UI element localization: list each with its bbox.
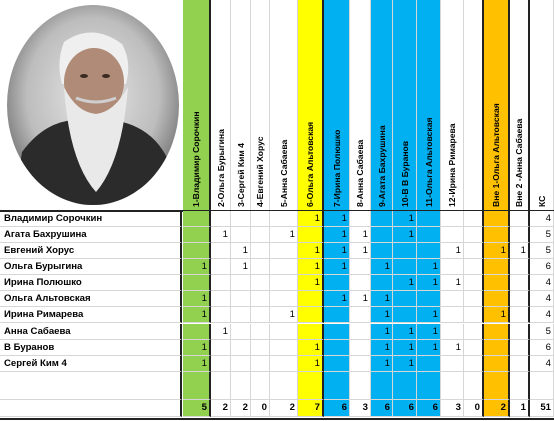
table-cell[interactable]: 6: [530, 259, 554, 275]
table-cell[interactable]: [484, 372, 510, 400]
total-cell[interactable]: 2: [211, 400, 231, 417]
table-cell[interactable]: 1: [183, 340, 211, 356]
table-cell[interactable]: [441, 372, 464, 400]
table-cell[interactable]: [510, 340, 530, 356]
table-cell[interactable]: [183, 275, 211, 291]
table-row: [0, 211, 554, 227]
table-cell[interactable]: [298, 227, 324, 243]
table-cell[interactable]: 1: [211, 324, 231, 340]
column-header-2[interactable]: [211, 0, 231, 211]
table-cell[interactable]: 1: [484, 307, 510, 323]
column-header-8[interactable]: [350, 0, 371, 211]
column-header-label: 7-Ирина Полюшко: [331, 129, 342, 207]
column-header-label: 4-Евгений Хорус: [255, 136, 265, 207]
table-cell[interactable]: 1: [441, 275, 464, 291]
table-cell[interactable]: [211, 259, 231, 275]
table-cell[interactable]: [350, 307, 371, 323]
table-cell[interactable]: [251, 275, 270, 291]
table-cell[interactable]: [510, 372, 530, 400]
table-cell[interactable]: [270, 211, 298, 227]
table-cell[interactable]: [464, 211, 484, 227]
total-cell[interactable]: 7: [298, 400, 324, 417]
table-cell[interactable]: [183, 211, 211, 227]
table-row: [0, 243, 554, 259]
table-cell[interactable]: [510, 324, 530, 340]
table-cell[interactable]: [464, 340, 484, 356]
total-cell[interactable]: 3: [350, 400, 371, 417]
table-cell[interactable]: [251, 307, 270, 323]
table-cell[interactable]: 4: [530, 275, 554, 291]
table-cell[interactable]: [441, 259, 464, 275]
total-cell[interactable]: 6: [324, 400, 350, 417]
table-cell[interactable]: 1: [298, 243, 324, 259]
total-cell[interactable]: 5: [183, 400, 211, 417]
table-cell[interactable]: [350, 356, 371, 372]
column-header-label: 11-Ольга Альтовская: [423, 117, 434, 207]
table-cell[interactable]: 1: [371, 340, 393, 356]
table-cell[interactable]: [324, 275, 350, 291]
table-cell[interactable]: 1: [211, 227, 231, 243]
table-cell[interactable]: [251, 243, 270, 259]
table-row: [0, 307, 554, 323]
table-cell[interactable]: [441, 356, 464, 372]
table-cell[interactable]: [484, 275, 510, 291]
table-cell[interactable]: [211, 356, 231, 372]
table-cell[interactable]: 4: [530, 211, 554, 227]
row-name[interactable]: Ирина Римарева: [0, 307, 182, 323]
table-cell[interactable]: [484, 340, 510, 356]
table-cell[interactable]: 1: [270, 227, 298, 243]
table-cell[interactable]: 1: [417, 340, 441, 356]
table-row: [0, 372, 554, 388]
table-cell[interactable]: [393, 243, 417, 259]
table-cell[interactable]: [251, 291, 270, 307]
table-cell[interactable]: [324, 307, 350, 323]
column-header-11[interactable]: [417, 0, 441, 211]
table-cell[interactable]: [371, 211, 393, 227]
table-cell[interactable]: [371, 372, 393, 400]
table-cell[interactable]: [211, 275, 231, 291]
table-cell[interactable]: [441, 227, 464, 243]
table-cell[interactable]: 4: [530, 356, 554, 372]
column-header-label: Вне 1-Ольга Альтовская: [491, 103, 501, 207]
table-cell[interactable]: [393, 307, 417, 323]
row-name[interactable]: Анна Сабаева: [0, 324, 182, 340]
row-name[interactable]: Евгений Хорус: [0, 243, 182, 259]
total-cell[interactable]: 6: [371, 400, 393, 417]
row-name[interactable]: Сергей Ким 4: [0, 356, 182, 372]
column-header-label: 10-В В Буранов: [399, 140, 410, 207]
column-header-label: 2-Ольга Бурыгина: [215, 129, 226, 207]
column-header-5[interactable]: [270, 0, 298, 211]
table-cell[interactable]: 1: [417, 259, 441, 275]
table-cell[interactable]: [417, 291, 441, 307]
table-cell[interactable]: [324, 324, 350, 340]
table-cell[interactable]: [371, 243, 393, 259]
table-cell[interactable]: [231, 227, 251, 243]
column-header-label: 3-Сергей Ким 4: [235, 143, 246, 207]
table-cell[interactable]: [251, 211, 270, 227]
column-header-13[interactable]: [464, 0, 484, 211]
table-cell[interactable]: 1: [417, 307, 441, 323]
table-cell[interactable]: 1: [324, 291, 350, 307]
column-header-9[interactable]: [371, 0, 393, 211]
table-cell[interactable]: [211, 372, 231, 400]
table-cell[interactable]: 1: [298, 275, 324, 291]
table-cell[interactable]: 1: [393, 275, 417, 291]
column-header-label: 8-Анна Сабаева: [355, 139, 365, 207]
table-cell[interactable]: [484, 211, 510, 227]
table-cell[interactable]: [417, 372, 441, 400]
table-cell[interactable]: 1: [298, 211, 324, 227]
table-cell[interactable]: [441, 211, 464, 227]
table-cell[interactable]: 1: [324, 211, 350, 227]
table-cell[interactable]: [510, 227, 530, 243]
table-cell[interactable]: 1: [350, 227, 371, 243]
table-cell[interactable]: [350, 275, 371, 291]
table-cell[interactable]: [270, 259, 298, 275]
table-cell[interactable]: 1: [324, 227, 350, 243]
table-cell[interactable]: [350, 259, 371, 275]
table-cell[interactable]: [464, 275, 484, 291]
table-cell[interactable]: [298, 307, 324, 323]
table-cell[interactable]: 1: [441, 243, 464, 259]
table-cell[interactable]: [371, 227, 393, 243]
table-cell[interactable]: [484, 259, 510, 275]
table-cell[interactable]: [183, 227, 211, 243]
table-cell[interactable]: [270, 356, 298, 372]
table-cell[interactable]: [251, 356, 270, 372]
table-cell[interactable]: [417, 211, 441, 227]
table-cell[interactable]: 1: [350, 243, 371, 259]
table-cell[interactable]: 1: [371, 324, 393, 340]
table-cell[interactable]: [510, 307, 530, 323]
table-cell[interactable]: [211, 243, 231, 259]
table-cell[interactable]: [298, 372, 324, 400]
table-cell[interactable]: [298, 324, 324, 340]
column-header-7[interactable]: [324, 0, 350, 211]
table-cell[interactable]: [464, 291, 484, 307]
column-header-16[interactable]: [530, 0, 554, 211]
total-cell[interactable]: 2: [270, 400, 298, 417]
column-header-label: 6-Ольга Альтовская: [305, 121, 315, 207]
table-cell[interactable]: 1: [350, 291, 371, 307]
table-cell[interactable]: [231, 340, 251, 356]
table-cell[interactable]: [393, 372, 417, 400]
table-cell[interactable]: [324, 372, 350, 400]
total-cell[interactable]: 51: [530, 400, 554, 417]
table-cell[interactable]: [270, 275, 298, 291]
table-cell[interactable]: 1: [371, 307, 393, 323]
column-header-label: 5-Анна Сабаева: [278, 139, 289, 207]
row-name[interactable]: В Буранов: [0, 340, 182, 356]
total-cell[interactable]: 6: [393, 400, 417, 417]
portrait-image: [4, 2, 182, 207]
total-cell[interactable]: 0: [251, 400, 270, 417]
column-header-label: Вне 2 -Анна Сабаева: [514, 118, 524, 207]
table-cell[interactable]: 1: [324, 259, 350, 275]
table-cell[interactable]: [231, 324, 251, 340]
table-cell[interactable]: 6: [530, 340, 554, 356]
table-row: [0, 227, 554, 243]
table-cell[interactable]: [270, 324, 298, 340]
table-cell[interactable]: [464, 324, 484, 340]
column-header-12[interactable]: [441, 0, 464, 211]
totals-row: [0, 400, 554, 416]
table-cell[interactable]: [231, 372, 251, 400]
table-cell[interactable]: [441, 307, 464, 323]
table-cell[interactable]: [510, 291, 530, 307]
table-cell[interactable]: 1: [371, 356, 393, 372]
row-name[interactable]: Ольга Альтовская: [0, 291, 182, 307]
table-cell[interactable]: 1: [371, 291, 393, 307]
table-row: [0, 356, 554, 372]
column-header-3[interactable]: [231, 0, 251, 211]
table-cell[interactable]: 1: [183, 307, 211, 323]
table-cell[interactable]: 1: [183, 291, 211, 307]
table-cell[interactable]: 1: [393, 227, 417, 243]
table-cell[interactable]: [510, 275, 530, 291]
table-cell[interactable]: 1: [183, 259, 211, 275]
total-cell[interactable]: 3: [441, 400, 464, 417]
total-cell[interactable]: 1: [510, 400, 530, 417]
table-cell[interactable]: [484, 291, 510, 307]
table-cell[interactable]: [183, 372, 211, 400]
table-cell[interactable]: [270, 291, 298, 307]
table-cell[interactable]: [350, 324, 371, 340]
table-row: [0, 275, 554, 291]
table-cell[interactable]: [350, 340, 371, 356]
table-cell[interactable]: [270, 372, 298, 400]
table-cell[interactable]: [464, 372, 484, 400]
table-cell[interactable]: 1: [231, 259, 251, 275]
table-cell[interactable]: [211, 291, 231, 307]
total-cell[interactable]: 2: [484, 400, 510, 417]
table-cell[interactable]: [371, 275, 393, 291]
column-header-15[interactable]: [510, 0, 530, 211]
table-cell[interactable]: [417, 356, 441, 372]
table-cell[interactable]: [464, 356, 484, 372]
table-cell[interactable]: 1: [324, 243, 350, 259]
table-cell[interactable]: [530, 372, 554, 400]
table-cell[interactable]: [251, 259, 270, 275]
table-cell[interactable]: [464, 307, 484, 323]
table-cell[interactable]: [270, 340, 298, 356]
table-bottom-border: [0, 418, 554, 420]
column-header-label: КС: [536, 195, 547, 207]
table-cell[interactable]: 5: [530, 227, 554, 243]
table-cell[interactable]: [298, 291, 324, 307]
table-cell[interactable]: 1: [231, 243, 251, 259]
column-header-14[interactable]: [484, 0, 510, 211]
total-cell[interactable]: 2: [231, 400, 251, 417]
table-row: [0, 340, 554, 356]
table-cell[interactable]: 1: [393, 211, 417, 227]
table-cell[interactable]: [464, 227, 484, 243]
table-cell[interactable]: [251, 227, 270, 243]
table-cell[interactable]: 1: [298, 340, 324, 356]
table-cell[interactable]: [183, 243, 211, 259]
table-cell[interactable]: 1: [441, 340, 464, 356]
table-cell[interactable]: [350, 372, 371, 400]
table-cell[interactable]: [270, 243, 298, 259]
table-cell[interactable]: 1: [270, 307, 298, 323]
row-name[interactable]: Агата Бахрушина: [0, 227, 182, 243]
row-name[interactable]: Владимир Сорочкин: [0, 211, 182, 227]
column-header-1[interactable]: [183, 0, 211, 211]
total-cell[interactable]: 6: [417, 400, 441, 417]
table-cell[interactable]: 1: [393, 356, 417, 372]
table-cell[interactable]: [251, 340, 270, 356]
totals-label: [0, 400, 182, 417]
table-row: [0, 324, 554, 340]
table-cell[interactable]: 1: [183, 356, 211, 372]
table-cell[interactable]: [510, 259, 530, 275]
table-cell[interactable]: 1: [484, 243, 510, 259]
table-cell[interactable]: [464, 243, 484, 259]
table-cell[interactable]: [441, 324, 464, 340]
table-cell[interactable]: [231, 307, 251, 323]
column-header-label: 12-Ирина Римарева: [447, 123, 457, 207]
table-row: [0, 259, 554, 275]
table-cell[interactable]: [251, 372, 270, 400]
table-cell[interactable]: [231, 356, 251, 372]
table-cell[interactable]: 5: [530, 324, 554, 340]
table-cell[interactable]: [484, 324, 510, 340]
table-cell[interactable]: 1: [298, 259, 324, 275]
total-cell[interactable]: 0: [464, 400, 484, 417]
table-cell[interactable]: [251, 324, 270, 340]
table-cell[interactable]: 1: [510, 243, 530, 259]
row-name[interactable]: Ирина Полюшко: [0, 275, 182, 291]
table-row: [0, 291, 554, 307]
column-header-6[interactable]: [298, 0, 324, 211]
column-header-label: 9-Агата Бахрушина: [376, 125, 387, 207]
table-cell[interactable]: [417, 227, 441, 243]
table-cell[interactable]: [211, 307, 231, 323]
column-header-4[interactable]: [251, 0, 270, 211]
table-cell[interactable]: [231, 275, 251, 291]
table-cell[interactable]: 1: [298, 356, 324, 372]
table-cell[interactable]: [484, 356, 510, 372]
table-cell[interactable]: [441, 291, 464, 307]
column-header-10[interactable]: [393, 0, 417, 211]
table-cell[interactable]: [464, 259, 484, 275]
table-cell[interactable]: 1: [371, 259, 393, 275]
table-cell[interactable]: [510, 211, 530, 227]
table-cell[interactable]: [417, 243, 441, 259]
table-cell[interactable]: 1: [417, 275, 441, 291]
table-cell[interactable]: [183, 324, 211, 340]
table-cell[interactable]: 5: [530, 243, 554, 259]
table-cell[interactable]: [211, 340, 231, 356]
table-cell[interactable]: 1: [393, 324, 417, 340]
column-header-label: 1-Владимир Сорочкин: [191, 111, 201, 207]
table-cell[interactable]: 1: [393, 340, 417, 356]
table-cell[interactable]: [393, 259, 417, 275]
table-cell[interactable]: [393, 291, 417, 307]
table-cell[interactable]: [324, 356, 350, 372]
row-name[interactable]: Ольга Бурыгина: [0, 259, 182, 275]
table-cell[interactable]: [211, 211, 231, 227]
table-cell[interactable]: [510, 356, 530, 372]
table-cell[interactable]: [484, 227, 510, 243]
table-cell[interactable]: [324, 340, 350, 356]
table-cell[interactable]: [231, 211, 251, 227]
table-cell[interactable]: [350, 211, 371, 227]
row-name[interactable]: [0, 372, 182, 400]
table-cell[interactable]: 4: [530, 291, 554, 307]
table-cell[interactable]: 1: [417, 324, 441, 340]
table-cell[interactable]: 4: [530, 307, 554, 323]
table-cell[interactable]: [231, 291, 251, 307]
